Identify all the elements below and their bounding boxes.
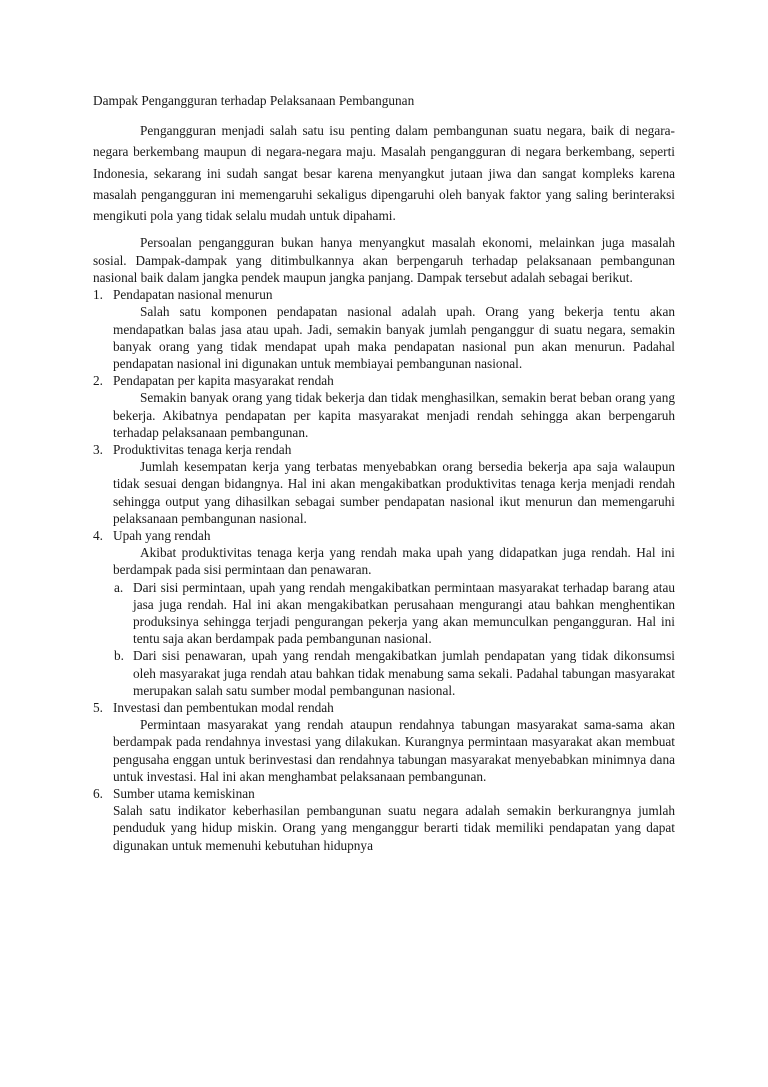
sub-list-letter: a. bbox=[114, 579, 124, 595]
list-item-title: Investasi dan pembentukan modal rendah bbox=[113, 699, 334, 715]
list-item bbox=[93, 527, 675, 699]
list-item-body: Semakin banyak orang yang tidak bekerja dan tidak menghasilkan, semakin berat beban orang yang bekerja. Akibatnya pendapatan per kapita masyarakat menjadi rendah sehingga akan berpengaruh terhadap pelaksanaan pembangunan. bbox=[113, 390, 675, 440]
list-item bbox=[93, 372, 675, 441]
list-item bbox=[93, 785, 675, 854]
impact-paragraph: Persoalan pengangguran bukan hanya menyangkut masalah ekonomi, melainkan juga masalah sosial. Dampak-dampak yang ditimbulkannya akan berpengaruh terhadap pelaksanaan pembangunan nasional baik dalam jangka pendek maupun jangka panjang. Dampak tersebut adalah sebagai berikut. bbox=[93, 235, 675, 285]
impact-list bbox=[93, 286, 675, 854]
list-number: 2. bbox=[93, 373, 103, 389]
list-item-body: Salah satu indikator keberhasilan pembangunan suatu negara adalah semakin berkurangnya jumlah penduduk yang hidup miskin. Orang yang menganggur berarti tidak memiliki pendapatan yang dapat digunakan untuk memenuhi kebutuhan hidupnya bbox=[113, 803, 675, 853]
document-page bbox=[93, 92, 675, 854]
list-number: 5. bbox=[93, 699, 103, 715]
list-item bbox=[93, 286, 675, 372]
list-item bbox=[93, 441, 675, 527]
list-item-body: Salah satu komponen pendapatan nasional adalah upah. Orang yang bekerja tentu akan mendapatkan balas jasa atau upah. Jadi, semakin banyak jumlah penganggur di suatu negara, semakin banyak orang yang tidak mendapat upah maka pendapatan nasional pun akan menurun. Padahal pendapatan nasional ini digunakan untuk membiayai pembangunan nasional. bbox=[113, 304, 675, 371]
list-number: 3. bbox=[93, 441, 103, 457]
sub-list-body: Dari sisi permintaan, upah yang rendah mengakibatkan permintaan masyarakat terhadap barang atau jasa juga rendah. Hal ini akan mengakibatkan perusahaan mengurangi atau bahkan menghentikan produksinya sehingga terjadi pengurangan pekerja yang akan memunculkan pengangguran. Hal ini tentu saja akan berdampak pada pembangunan nasional. bbox=[133, 579, 675, 647]
sub-list-body: Dari sisi penawaran, upah yang rendah mengakibatkan jumlah pendapatan yang tidak dikonsumsi oleh masyarakat juga rendah atau bahkan tidak menabung sama sekali. Padahal tabungan masyarakat merupakan salah satu sumber modal pembangunan nasional. bbox=[133, 648, 675, 698]
list-number: 4. bbox=[93, 527, 103, 543]
list-item-body: Akibat produktivitas tenaga kerja yang rendah maka upah yang didapatkan juga rendah. Hal ini berdampak pada sisi permintaan dan penawaran. bbox=[113, 545, 675, 578]
intro-paragraph: Pengangguran menjadi salah satu isu penting dalam pembangunan suatu negara, baik di negara-negara berkembang maupun di negara-negara maju. Masalah pengangguran di negara berkembang, seperti Indonesia, sekarang ini sudah sangat besar karena menyangkut jutaan jiwa dan sangat kompleks karena masalah pengangguran ini memengaruhi sekaligus dipengaruhi oleh banyak faktor yang saling berinteraksi mengikuti pola yang tidak selalu mudah untuk dipahami. bbox=[93, 123, 675, 224]
list-item-title: Produktivitas tenaga kerja rendah bbox=[113, 441, 292, 457]
sub-list-letter: b. bbox=[114, 648, 124, 664]
list-item-body: Jumlah kesempatan kerja yang terbatas menyebabkan orang bersedia bekerja apa saja walaupun tidak sesuai dengan bidangnya. Hal ini akan mengakibatkan produktivitas tenaga kerja menjadi rendah sehingga output yang dihasilkan sebagai sumber pendapatan nasional ikut menurun dan memengaruhi pelaksanaan pembangunan nasional. bbox=[113, 459, 675, 526]
document-title: Dampak Pengangguran terhadap Pelaksanaan Pembangunan bbox=[93, 93, 415, 108]
list-item bbox=[93, 699, 675, 785]
sub-list-item bbox=[113, 579, 675, 648]
list-item-title: Pendapatan per kapita masyarakat rendah bbox=[113, 373, 334, 389]
list-item-body: Permintaan masyarakat yang rendah ataupun rendahnya tabungan masyarakat sama-sama akan berdampak pada rendahnya investasi yang dilakukan. Kurangnya permintaan masyarakat akan membuat pengusaha enggan untuk berinvestasi dan rendahnya tabungan masyarakat menyebabkan minimnya dana untuk investasi. Hal ini akan menghambat pelaksanaan pembangunan. bbox=[113, 717, 675, 784]
list-item-title: Sumber utama kemiskinan bbox=[113, 785, 255, 801]
list-item-title: Pendapatan nasional menurun bbox=[113, 287, 273, 303]
sub-list-item bbox=[113, 647, 675, 699]
list-number: 1. bbox=[93, 287, 103, 303]
list-item-title: Upah yang rendah bbox=[113, 527, 211, 543]
list-number: 6. bbox=[93, 785, 103, 801]
